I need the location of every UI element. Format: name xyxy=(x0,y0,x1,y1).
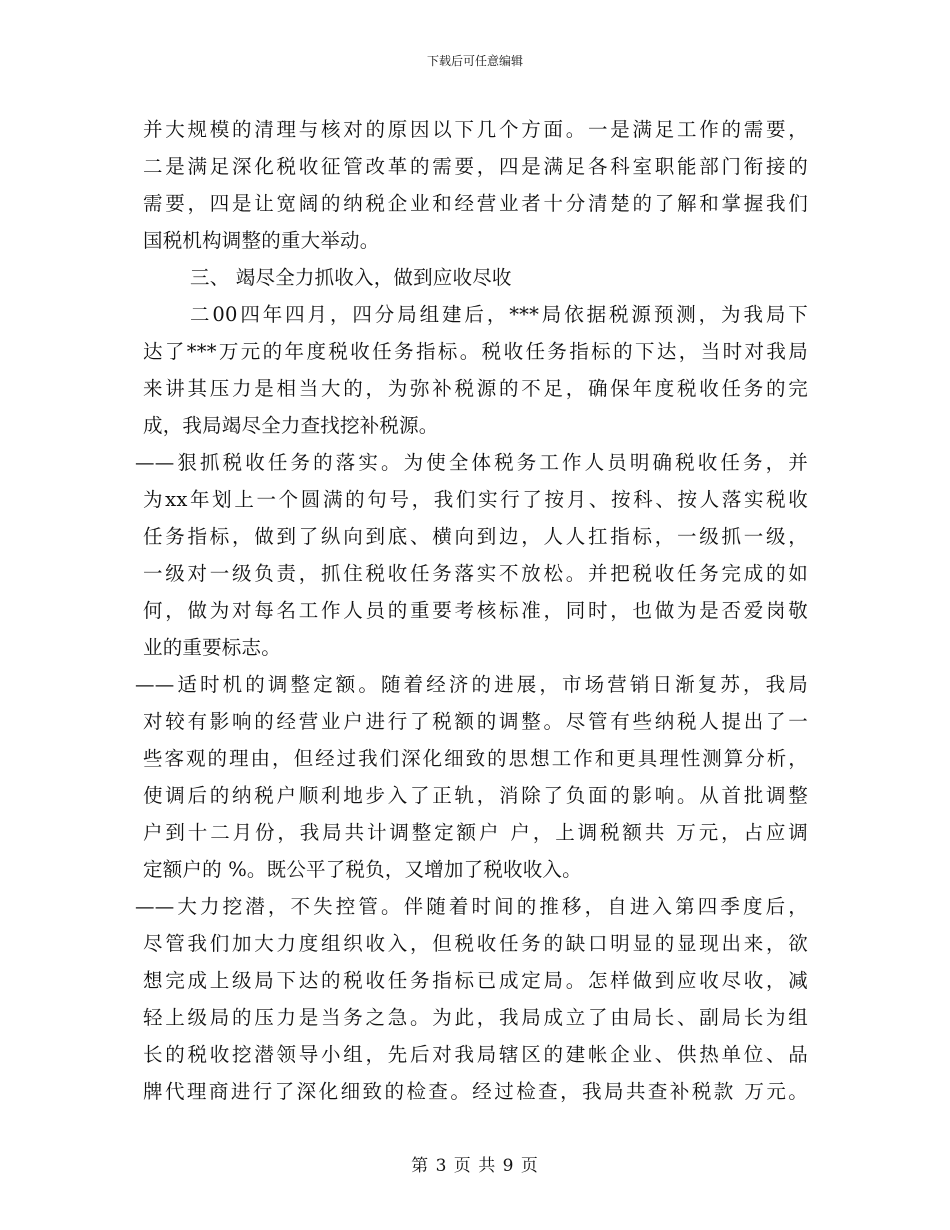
body-line-25: 轻上级局的压力是当务之急。为此，我局成立了由局长、副局长为组 xyxy=(143,1006,808,1029)
body-line-11: 为xx年划上一个圆满的句号，我们实行了按月、按科、按人落实税收 xyxy=(143,488,808,511)
body-line-27: 牌代理商进行了深化细致的检查。经过检查，我局共查补税款 万元。 xyxy=(143,1080,808,1103)
body-line-3: 需要，四是让宽阔的纳税企业和经营业者十分清楚的了解和掌握我们 xyxy=(143,192,808,215)
body-line-4: 国税机构调整的重大举动。 xyxy=(143,229,380,252)
body-line-17: 对较有影响的经营业户进行了税额的调整。尽管有些纳税人提出了一 xyxy=(143,710,808,733)
body-line-19: 使调后的纳税户顺利地步入了正轨，消除了负面的影响。从首批调整 xyxy=(143,784,808,807)
body-line-18: 些客观的理由，但经过我们深化细致的思想工作和更具理性测算分析， xyxy=(143,747,808,770)
body-line-13: 一级对一级负责，抓住税收任务落实不放松。并把税收任务完成的如 xyxy=(143,562,808,585)
page-header: 下载后可任意编辑 xyxy=(426,54,523,68)
body-line-8: 来讲其压力是相当大的，为弥补税源的不足，确保年度税收任务的完 xyxy=(143,377,808,400)
body-line-6: 二00四年四月，四分局组建后，***局依据税源预测，为我局下 xyxy=(190,303,808,326)
body-line-26: 长的税收挖潜领导小组，先后对我局辖区的建帐企业、供热单位、品 xyxy=(143,1043,808,1066)
body-line-9: 成，我局竭尽全力查找挖补税源。 xyxy=(143,414,439,437)
body-line-15: 业的重要标志。 xyxy=(143,636,281,659)
document-body xyxy=(135,111,808,1110)
body-line-22: ——大力挖潜，不失控管。伴随着时间的推移，自进入第四季度后， xyxy=(135,895,808,918)
body-line-10: ——狠抓税收任务的落实。为使全体税务工作人员明确税收任务，并 xyxy=(135,451,808,474)
body-line-21: 定额户的 %。既公平了税负，又增加了税收收入。 xyxy=(143,858,582,881)
body-line-24: 想完成上级局下达的税收任务指标已成定局。怎样做到应收尽收，减 xyxy=(143,969,808,992)
body-line-12: 任务指标，做到了纵向到底、横向到边，人人扛指标，一级抓一级， xyxy=(143,525,808,548)
body-line-23: 尽管我们加大力度组织收入，但税收任务的缺口明显的显现出来，欲 xyxy=(143,932,808,955)
body-line-20: 户到十二月份，我局共计调整定额户 户，上调税额共 万元，占应调 xyxy=(143,821,808,844)
body-line-14: 何，做为对每名工作人员的重要考核标准，同时，也做为是否爱岗敬 xyxy=(143,599,808,622)
body-line-2: 二是满足深化税收征管改革的需要，四是满足各科室职能部门衔接的 xyxy=(143,155,808,178)
body-line-1: 并大规模的清理与核对的原因以下几个方面。一是满足工作的需要， xyxy=(143,118,808,141)
body-line-7: 达了***万元的年度税收任务指标。税收任务指标的下达，当时对我局 xyxy=(143,340,808,363)
body-line-16: ——适时机的调整定额。随着经济的进展，市场营销日渐复苏，我局 xyxy=(135,673,808,696)
page-number: 第 3 页 共 9 页 xyxy=(411,1156,539,1176)
section-heading: 三、 竭尽全力抓收入，做到应收尽收 xyxy=(190,266,512,289)
